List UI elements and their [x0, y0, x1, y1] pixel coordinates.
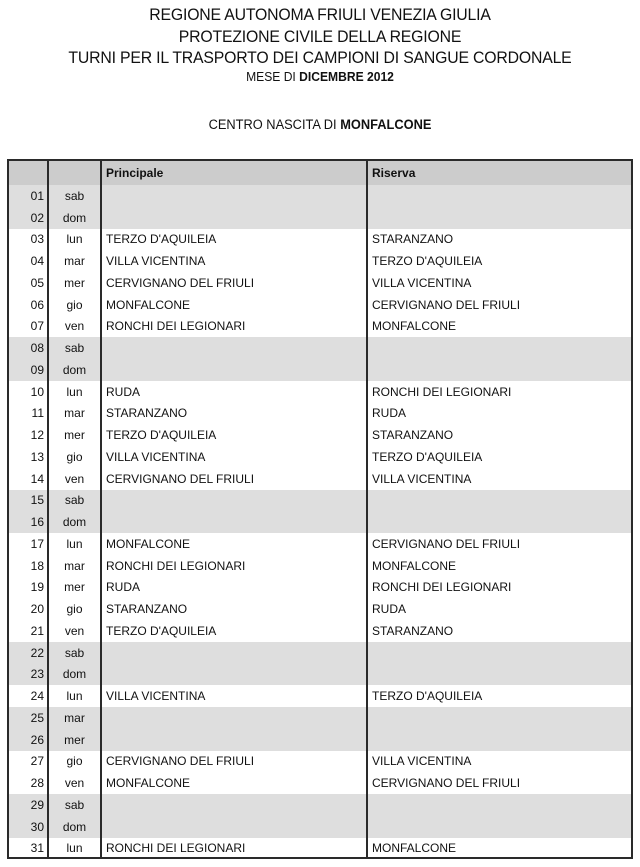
principale-cell: [101, 185, 367, 207]
principale-cell: [101, 359, 367, 381]
table-row: [9, 707, 631, 729]
principale-cell: RONCHI DEI LEGIONARI: [101, 838, 367, 860]
date-cell: 04: [9, 250, 48, 272]
riserva-cell: [367, 185, 631, 207]
riserva-cell: MONFALCONE: [372, 558, 457, 573]
riserva-cell: CERVIGNANO DEL FRIULI: [372, 536, 521, 551]
date-cell: 31: [9, 838, 48, 860]
table-row: [9, 664, 631, 686]
riserva-cell: VILLA VICENTINA: [372, 754, 472, 769]
table-row: [9, 838, 631, 860]
region-title: REGIONE AUTONOMA FRIULI VENEZIA GIULIA: [149, 5, 491, 24]
principale-cell: RUDA: [101, 381, 367, 403]
table-row: [9, 424, 631, 446]
table-row: [9, 446, 631, 468]
table-row: [9, 685, 631, 707]
date-cell: 12: [9, 424, 48, 446]
date-cell: 13: [9, 446, 48, 468]
principale-cell: CERVIGNANO DEL FRIULI: [101, 272, 367, 294]
riserva-cell: [367, 729, 631, 751]
riserva-cell: TERZO D'AQUILEIA: [372, 689, 483, 704]
weekday-cell: lun: [48, 838, 101, 860]
principale-cell: CERVIGNANO DEL FRIULI: [101, 468, 367, 490]
date-cell: 28: [9, 772, 48, 794]
date-cell: 29: [9, 794, 48, 816]
weekday-cell: sab: [48, 794, 101, 816]
schedule-table-container: [7, 159, 633, 859]
table-row: [9, 229, 631, 251]
principale-cell: MONFALCONE: [101, 294, 367, 316]
weekday-cell: gio: [48, 294, 101, 316]
riserva-cell: RONCHI DEI LEGIONARI: [372, 580, 512, 595]
table-header-row: [9, 161, 631, 185]
principale-cell: VILLA VICENTINA: [101, 250, 367, 272]
riserva-cell: CERVIGNANO DEL FRIULI: [372, 297, 521, 312]
weekday-cell: gio: [48, 598, 101, 620]
table-row: [9, 794, 631, 816]
date-cell: 30: [9, 816, 48, 838]
birth-centre-label: [16, 117, 624, 133]
riserva-cell: MONFALCONE: [372, 319, 457, 334]
weekday-cell: sab: [48, 337, 101, 359]
table-row: [9, 272, 631, 294]
riserva-cell: VILLA VICENTINA: [372, 275, 472, 290]
table-row: [9, 490, 631, 512]
column-header-date: [9, 161, 48, 185]
date-cell: 20: [9, 598, 48, 620]
date-cell: 24: [9, 685, 48, 707]
weekday-cell: mer: [48, 729, 101, 751]
riserva-cell: STARANZANO: [372, 232, 454, 247]
weekday-cell: dom: [48, 664, 101, 686]
riserva-cell: [367, 707, 631, 729]
table-row: [9, 751, 631, 773]
riserva-cell: [367, 511, 631, 533]
centre-name: MONFALCONE: [340, 117, 432, 132]
riserva-cell: RUDA: [372, 406, 407, 421]
department-title: PROTEZIONE CIVILE DELLA REGIONE: [178, 26, 462, 46]
table-row: [9, 316, 631, 338]
riserva-cell: RONCHI DEI LEGIONARI: [372, 384, 512, 399]
column-header-weekday: [48, 161, 101, 185]
table-row: [9, 772, 631, 794]
weekday-cell: ven: [48, 316, 101, 338]
weekday-cell: lun: [48, 229, 101, 251]
weekday-cell: mar: [48, 403, 101, 425]
table-row: [9, 642, 631, 664]
date-cell: 05: [9, 272, 48, 294]
date-cell: 18: [9, 555, 48, 577]
weekday-cell: lun: [48, 533, 101, 555]
principale-cell: [101, 490, 367, 512]
date-cell: 26: [9, 729, 48, 751]
riserva-cell: VILLA VICENTINA: [372, 471, 472, 486]
table-row: [9, 250, 631, 272]
date-cell: 21: [9, 620, 48, 642]
date-cell: 27: [9, 751, 48, 773]
month-prefix: MESE DI: [246, 68, 300, 84]
table-row: [9, 403, 631, 425]
weekday-cell: dom: [48, 207, 101, 229]
date-cell: 25: [9, 707, 48, 729]
weekday-cell: dom: [48, 816, 101, 838]
principale-cell: RONCHI DEI LEGIONARI: [101, 316, 367, 338]
weekday-cell: mer: [48, 424, 101, 446]
table-row: [9, 207, 631, 229]
principale-cell: [101, 816, 367, 838]
weekday-cell: sab: [48, 490, 101, 512]
table-row: [9, 294, 631, 316]
riserva-cell: STARANZANO: [372, 623, 454, 638]
date-cell: 14: [9, 468, 48, 490]
principale-cell: RUDA: [101, 577, 367, 599]
weekday-cell: mar: [48, 707, 101, 729]
date-cell: 07: [9, 316, 48, 338]
riserva-cell: [367, 642, 631, 664]
table-row: [9, 620, 631, 642]
table-row: [9, 185, 631, 207]
principale-cell: TERZO D'AQUILEIA: [101, 620, 367, 642]
riserva-cell: CERVIGNANO DEL FRIULI: [372, 776, 521, 791]
document-header: [0, 4, 640, 85]
table-row: [9, 337, 631, 359]
date-cell: 15: [9, 490, 48, 512]
weekday-cell: mer: [48, 272, 101, 294]
table-row: [9, 381, 631, 403]
principale-cell: MONFALCONE: [101, 533, 367, 555]
riserva-cell: RUDA: [372, 602, 407, 617]
date-cell: 02: [9, 207, 48, 229]
principale-cell: [101, 207, 367, 229]
date-cell: 23: [9, 664, 48, 686]
principale-cell: TERZO D'AQUILEIA: [101, 424, 367, 446]
column-header-principale: Principale: [101, 161, 367, 185]
principale-cell: [101, 337, 367, 359]
principale-cell: TERZO D'AQUILEIA: [101, 229, 367, 251]
table-row: [9, 729, 631, 751]
weekday-cell: gio: [48, 446, 101, 468]
principale-cell: [101, 707, 367, 729]
table-row: [9, 511, 631, 533]
date-cell: 08: [9, 337, 48, 359]
riserva-cell: [367, 337, 631, 359]
schedule-title: TURNI PER IL TRASPORTO DEI CAMPIONI DI SANGUE CORDONALE: [68, 48, 572, 67]
date-cell: 17: [9, 533, 48, 555]
principale-cell: [101, 642, 367, 664]
date-cell: 16: [9, 511, 48, 533]
riserva-cell: [367, 207, 631, 229]
weekday-cell: sab: [48, 185, 101, 207]
weekday-cell: dom: [48, 359, 101, 381]
riserva-cell: [367, 794, 631, 816]
table-row: [9, 598, 631, 620]
principale-cell: CERVIGNANO DEL FRIULI: [101, 751, 367, 773]
weekday-cell: lun: [48, 381, 101, 403]
riserva-cell: TERZO D'AQUILEIA: [372, 449, 483, 464]
principale-cell: [101, 794, 367, 816]
date-cell: 06: [9, 294, 48, 316]
table-row: [9, 577, 631, 599]
principale-cell: [101, 729, 367, 751]
table-row: [9, 533, 631, 555]
month-value: DICEMBRE 2012: [299, 68, 394, 84]
principale-cell: [101, 511, 367, 533]
weekday-cell: dom: [48, 511, 101, 533]
centre-prefix: CENTRO NASCITA DI: [208, 117, 341, 132]
principale-cell: MONFALCONE: [101, 772, 367, 794]
table-body: [9, 185, 631, 859]
weekday-cell: mar: [48, 555, 101, 577]
date-cell: 19: [9, 577, 48, 599]
weekday-cell: ven: [48, 468, 101, 490]
table-row: [9, 468, 631, 490]
table-row: [9, 555, 631, 577]
principale-cell: [101, 664, 367, 686]
weekday-cell: sab: [48, 642, 101, 664]
date-cell: 22: [9, 642, 48, 664]
riserva-cell: STARANZANO: [372, 428, 454, 443]
riserva-cell: MONFALCONE: [372, 841, 457, 856]
riserva-cell: [367, 816, 631, 838]
month-label: [22, 69, 617, 85]
principale-cell: RONCHI DEI LEGIONARI: [101, 555, 367, 577]
date-cell: 09: [9, 359, 48, 381]
riserva-cell: [367, 359, 631, 381]
weekday-cell: gio: [48, 751, 101, 773]
riserva-cell: TERZO D'AQUILEIA: [372, 254, 483, 269]
date-cell: 01: [9, 185, 48, 207]
principale-cell: VILLA VICENTINA: [101, 685, 367, 707]
riserva-cell: [367, 490, 631, 512]
weekday-cell: ven: [48, 772, 101, 794]
principale-cell: STARANZANO: [101, 403, 367, 425]
riserva-cell: [367, 664, 631, 686]
date-cell: 03: [9, 229, 48, 251]
principale-cell: VILLA VICENTINA: [101, 446, 367, 468]
date-cell: 10: [9, 381, 48, 403]
weekday-cell: mer: [48, 577, 101, 599]
date-cell: 11: [9, 403, 48, 425]
weekday-cell: mar: [48, 250, 101, 272]
column-header-riserva: Riserva: [372, 166, 416, 180]
schedule-table: [9, 161, 631, 859]
table-row: [9, 359, 631, 381]
weekday-cell: lun: [48, 685, 101, 707]
principale-cell: STARANZANO: [101, 598, 367, 620]
weekday-cell: ven: [48, 620, 101, 642]
table-row: [9, 816, 631, 838]
